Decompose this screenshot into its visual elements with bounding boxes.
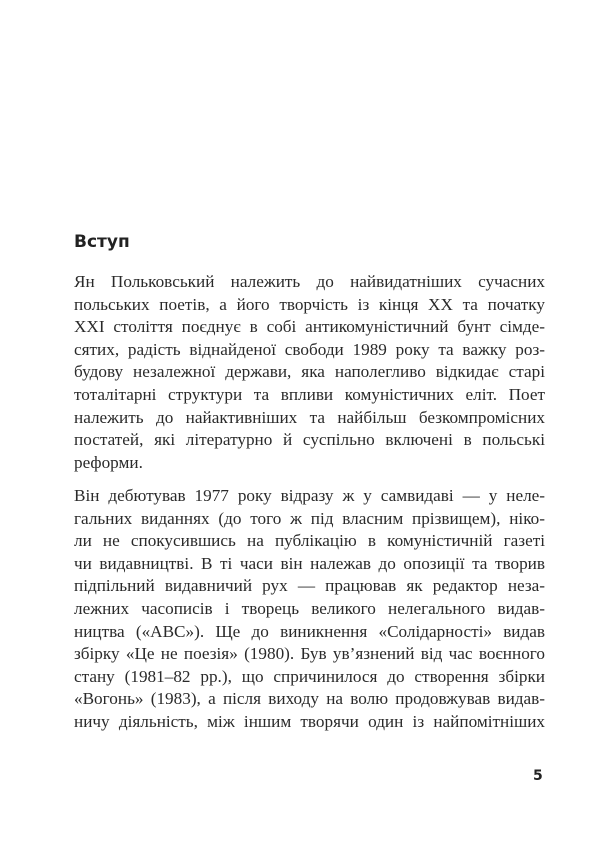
paragraph-1 (74, 271, 545, 474)
text-line: сятих, радість віднайденої свободи 1989 року та важку роз- (74, 339, 545, 359)
text-line: Ян Польковський належить до найвидатніших сучасних (74, 272, 545, 291)
text-line: тоталітарні структури та впливи комуністичних еліт. Поет (74, 384, 545, 404)
text-line: будову незалежної держави, яка наполегливо відкидає старі (74, 362, 545, 382)
text-line: лежних часописів і творець великого нелегального видав- (74, 598, 545, 618)
text-line: належить до найактивніших та найбільш безкомпромісних (74, 407, 545, 427)
text-line: підпільний видавничий рух — працював як редактор неза- (74, 576, 545, 596)
text-line: постатей, які літературно й суспільно включені в польські (74, 430, 545, 450)
text-line: польських поетів, а його творчість із кінця XX та початку (74, 294, 545, 314)
text-line: збірку «Це не поезія» (1980). Був ув’язнений від час воєнного (74, 644, 545, 664)
text-line: реформи. (74, 452, 143, 472)
section-heading: Вступ (74, 232, 130, 252)
text-line: ничу діяльність, між іншим творячи один із найпомітніших (74, 711, 545, 731)
text-line: чи видавництві. В ті часи він належав до опозиції та творив (74, 553, 545, 573)
text-line: гальних виданнях (до того ж під власним прізвищем), ніко- (74, 508, 545, 528)
text-line: ли не спокусившись на публікацію в комуністичній газеті (74, 531, 545, 551)
page-number: 5 (533, 768, 543, 784)
text-line: Він дебютував 1977 року відразу ж у самвидаві — у неле- (74, 486, 545, 505)
text-line: «Вогонь» (1983), а після виходу на волю продовжував видав- (74, 689, 545, 709)
text-line: стану (1981–82 рр.), що спричинилося до створення збірки (74, 666, 545, 686)
text-line: ництва («ABC»). Ще до виникнення «Солідарності» видав (74, 621, 545, 641)
paragraph-2 (74, 485, 545, 734)
text-line: XXI століття поєднує в собі антикомуністичний бунт сімде- (74, 317, 545, 337)
